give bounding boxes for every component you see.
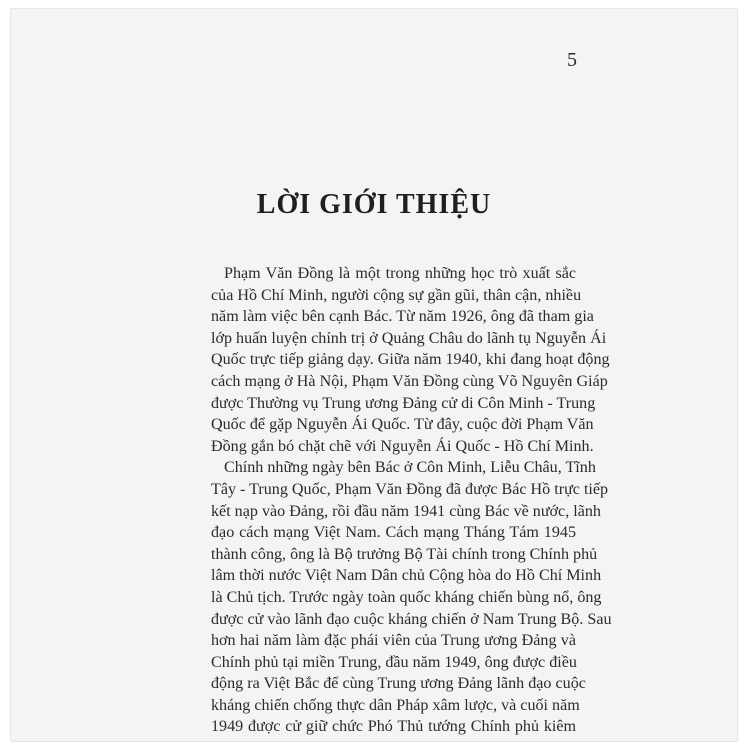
text-line: kháng chiến chống thực dân Pháp xâm lược, và cuối năm xyxy=(211,696,580,714)
text-line: thành công, ông là Bộ trưởng Bộ Tài chính trong Chính phủ xyxy=(211,545,598,563)
text-line: là Chủ tịch. Trước ngày toàn quốc kháng chiến bùng nổ, ông xyxy=(211,588,602,606)
page-number: 5 xyxy=(567,49,577,71)
text-line: Đồng gắn bó chặt chẽ với Nguyễn Ái Quốc - Hồ Chí Minh. xyxy=(211,437,594,455)
text-line: đạo cách mạng Việt Nam. Cách mạng Tháng Tám 1945 xyxy=(211,524,576,542)
text-line: Phạm Văn Đồng là một trong những học trò xuất sắc xyxy=(224,265,576,282)
text-line: 1949 được cử giữ chức Phó Thủ tướng Chính phủ kiêm xyxy=(211,718,576,736)
text-line: Chính những ngày bên Bác ở Côn Minh, Liễu Châu, Tĩnh xyxy=(224,459,596,477)
text-line: Chính phủ tại miền Trung, đầu năm 1949, ông được điều xyxy=(211,653,577,671)
text-line: năm làm việc bên cạnh Bác. Từ năm 1926, ông đã tham gia xyxy=(211,308,594,326)
text-line: Quốc trực tiếp giảng dạy. Giữa năm 1940, khi đang hoạt động xyxy=(211,351,610,369)
text-line: cách mạng ở Hà Nội, Phạm Văn Đồng cùng Võ Nguyên Giáp xyxy=(211,372,608,390)
text-line: lâm thời nước Việt Nam Dân chủ Cộng hòa do Hồ Chí Minh xyxy=(211,567,602,585)
paragraph-1 xyxy=(211,263,610,457)
text-line: lớp huấn luyện chính trị ở Quảng Châu do lãnh tụ Nguyễn Ái xyxy=(211,329,607,347)
paragraph-2 xyxy=(211,457,612,738)
text-line: Tây - Trung Quốc, Phạm Văn Đồng đã được Bác Hồ trực tiếp xyxy=(211,480,609,498)
text-line: được Thường vụ Trung ương Đảng cử di Côn Minh - Trung xyxy=(211,394,596,412)
body-text xyxy=(211,263,612,738)
text-line: Quốc để gặp Nguyễn Ái Quốc. Từ đây, cuộc đời Phạm Văn xyxy=(211,416,594,434)
text-line: hơn hai năm làm đặc phái viên của Trung ương Đảng và xyxy=(211,632,576,650)
book-page xyxy=(10,8,738,742)
text-line: kết nạp vào Đảng, rồi đầu năm 1941 cùng Bác về nước, lãnh xyxy=(211,502,601,520)
chapter-title: LỜI GIỚI THIỆU xyxy=(256,189,492,220)
text-line: được cử vào lãnh đạo cuộc kháng chiến ở Nam Trung Bộ. Sau xyxy=(211,610,612,628)
text-line: động ra Việt Bắc để cùng Trung ương Đảng lãnh đạo cuộc xyxy=(211,675,586,693)
text-line: của Hồ Chí Minh, người cộng sự gần gũi, thân cận, nhiều xyxy=(211,286,582,304)
